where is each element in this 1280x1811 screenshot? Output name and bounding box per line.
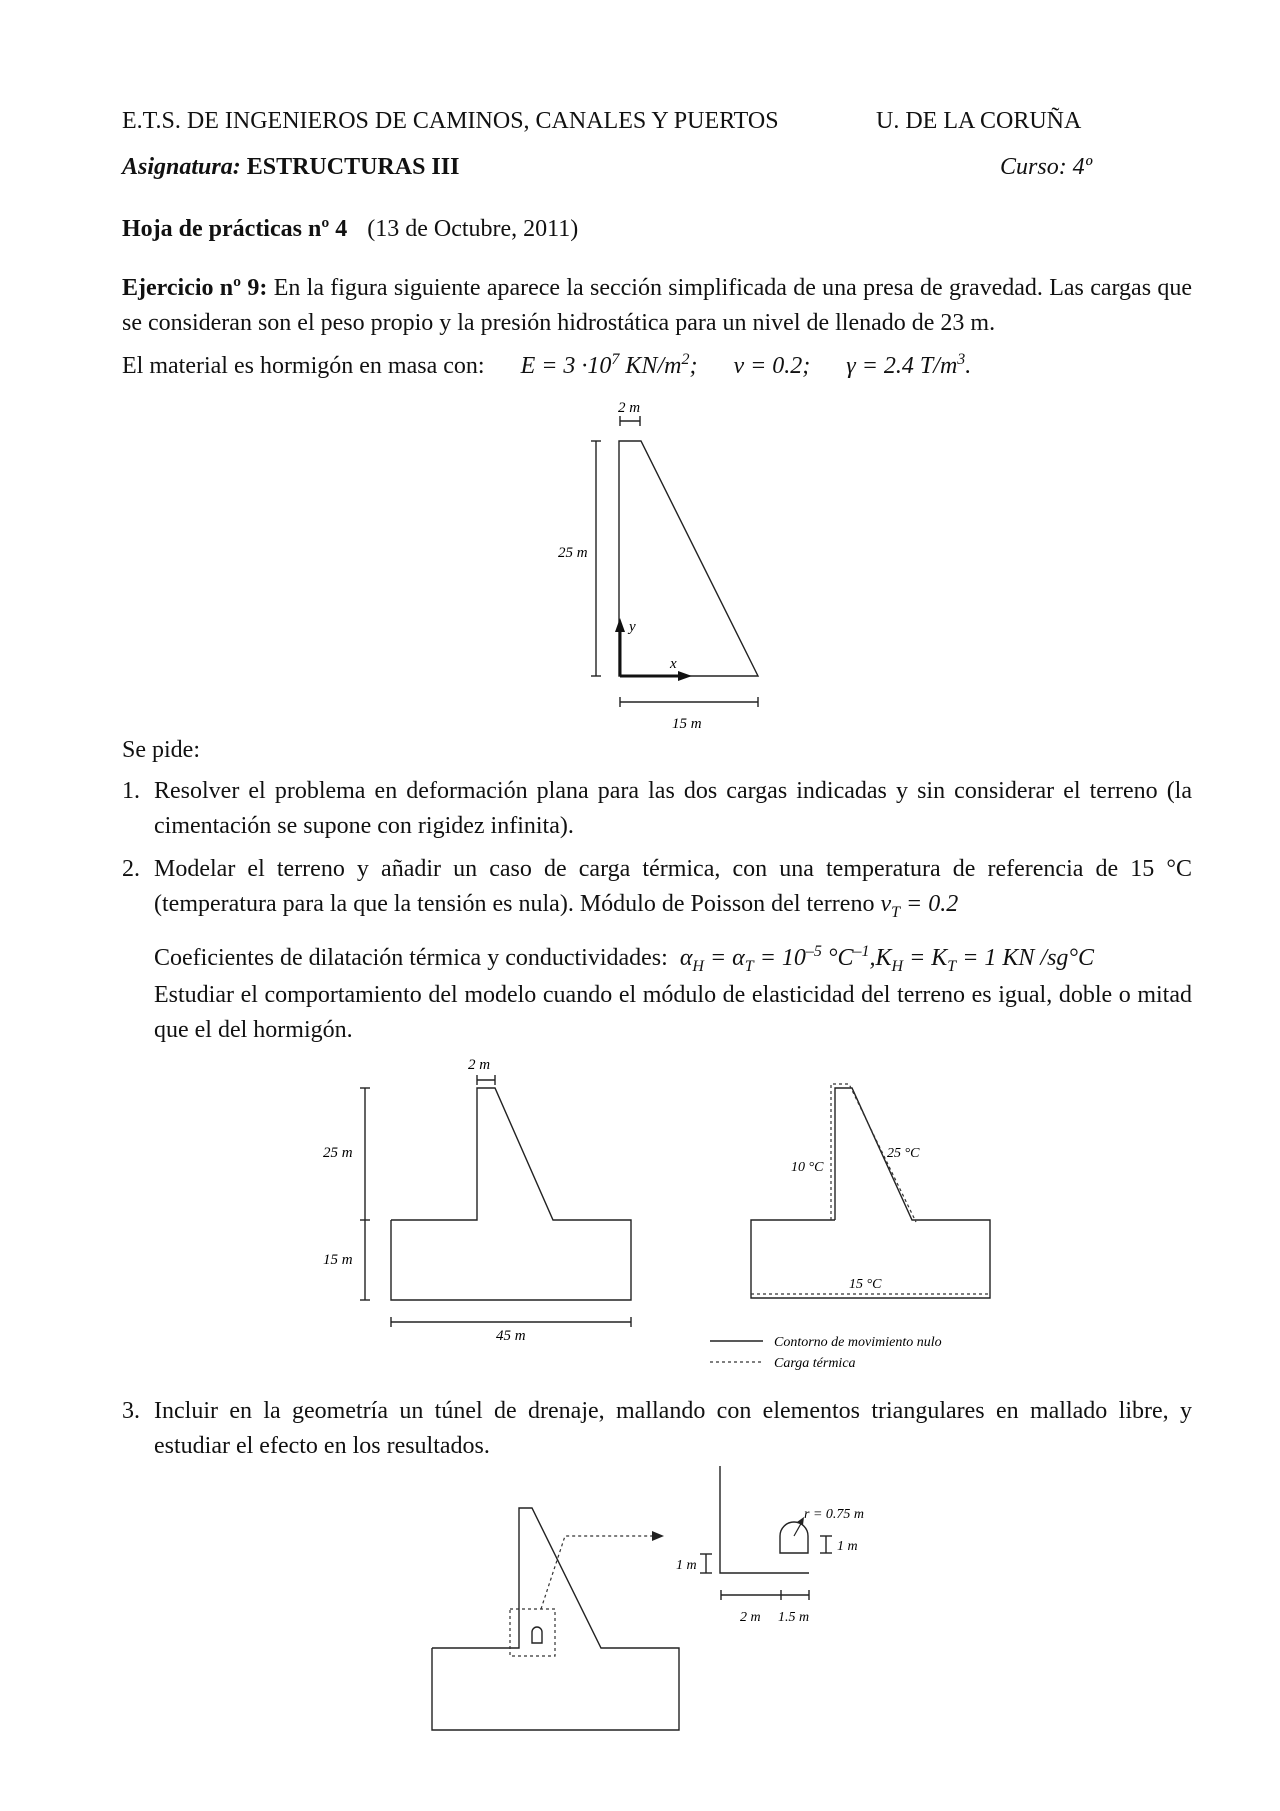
fig2-ground-height-label: 15 m [323, 1252, 353, 1268]
school-name: E.T.S. DE INGENIEROS DE CAMINOS, CANALES Y PUERTOS [122, 108, 779, 134]
coefficients-formula: $\alpha_H = \alpha_T = 10^{-5}$ $^\circ C^{-1},K_H = K_T = 1$ KN /sg°C [679, 943, 1095, 975]
detail-leader [541, 1536, 658, 1609]
y-axis-label: y [629, 619, 636, 635]
legend-dashed-label: Carga térmica [774, 1356, 856, 1371]
request-item-2-text: Modelar el terreno y añadir un caso de carga térmica, con una temperatura de referencia de 15 °C (temperatura para la que la tensión es nula). Módulo de Poisson del terreno $\nu_T = 0.2$ [154, 856, 1192, 921]
request-item-1-text: Resolver el problema en deformación plana para las dos cargas indicadas y sin considerar el terreno (la cimentación se supone con rigidez infinita). [154, 778, 1192, 839]
poisson-ratio: ν = 0.2; [733, 353, 811, 379]
base-label: 15 m [672, 716, 702, 732]
tunnel-height-label: 1 m [837, 1539, 858, 1554]
subject-label: Asignatura: [122, 154, 241, 180]
young-modulus: $E = 3 \cdot 10^7$ $KN/m^2$; [520, 351, 698, 379]
small-tunnel [532, 1627, 542, 1643]
university-name: U. DE LA CORUÑA [876, 108, 1082, 134]
x-axis-label: x [670, 656, 677, 672]
request-item-3-text: Incluir en la geometría un túnel de drenaje, mallando con elementos triangulares en mallado libre, y estudiar el efecto en los resultados. [154, 1398, 1192, 1459]
specific-weight: γ = 2.4 $T/m^3$. [846, 351, 972, 379]
requests-intro: Se pide: [122, 737, 200, 763]
height-label: 25 m [558, 545, 588, 561]
sheet-date: (13 de Octubre, 2011) [367, 216, 579, 242]
exercise-label: Ejercicio nº 9: [122, 275, 268, 301]
subject-name: ESTRUCTURAS III [246, 154, 460, 180]
request-item-2: 2. Modelar el terreno y añadir un caso de carga térmica, con una temperatura de referencia de 15 °C (temperatura para la que la tensión es nula). Módulo de Poisson del terreno $\nu_T = 0.2$ [122, 852, 1192, 924]
top-width-label: 2 m [618, 400, 641, 416]
coefficients-line: Coeficientes de dilatación térmica y conductividades: $\alpha_H = \alpha_T = 10^{-5}$ $^\circ C^{-1},K_H = K_T = 1$ KN /sg°C [154, 943, 1095, 975]
legend-solid-label: Contorno de movimiento nulo [774, 1335, 942, 1350]
exercise-text: En la figura siguiente aparece la sección simplificada de una presa de gravedad. Las cargas que se consideran son el peso propio y la presión hidrostática para un nivel de llenado de 23 m. [122, 275, 1192, 336]
fig2-ground-width-label: 45 m [496, 1328, 526, 1344]
request-item-3: 3. Incluir en la geometría un túnel de drenaje, mallando con elementos triangulares en mallado libre, y estudiar el efecto en los resultados. [122, 1394, 1192, 1466]
temp-bottom-label: 15 °C [849, 1277, 882, 1292]
fig2-top-width-label: 2 m [468, 1057, 491, 1073]
request-item-1: 1. Resolver el problema en deformación plana para las dos cargas indicadas y sin considerar el terreno (la cimentación se supone con rigidez infinita). [122, 774, 1192, 846]
base-height-label: 1 m [676, 1558, 697, 1573]
detail-arrow [652, 1531, 664, 1541]
material-text: El material es hormigón en masa con: [122, 353, 485, 379]
course-label: Curso: 4º [1000, 154, 1093, 180]
detail-corner [720, 1466, 809, 1573]
temp-left-label: 10 °C [791, 1160, 824, 1175]
sheet-title: Hoja de prácticas nº 4 [122, 216, 348, 242]
dist1-label: 2 m [740, 1610, 761, 1625]
radius-label: r = 0.75 m [804, 1507, 865, 1522]
fig2-dam-height-label: 25 m [323, 1145, 353, 1161]
temp-right-label: 25 °C [887, 1146, 920, 1161]
tunnel-shape [780, 1522, 808, 1553]
study-paragraph: Estudiar el comportamiento del modelo cuando el módulo de elasticidad del terreno es igual, doble o mitad que el del hormigón. [154, 982, 1192, 1043]
dist2-label: 1.5 m [778, 1610, 810, 1625]
